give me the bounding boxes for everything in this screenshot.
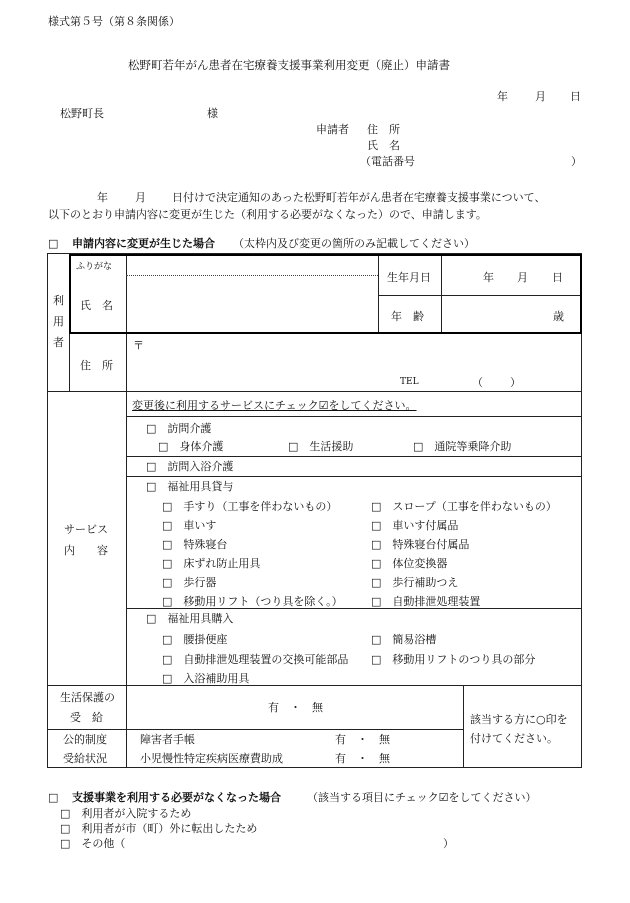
note-line1: 該当する方に○印を (470, 713, 568, 726)
public-label-2: 受給状況 (63, 752, 107, 765)
public-row2-answer[interactable]: 有 ・ 無 (335, 752, 390, 765)
welfare-label-2: 受 給 (70, 711, 103, 724)
purchase-left-0[interactable]: □ 腰掛便座 (162, 633, 228, 646)
purchase-left-1[interactable]: □ 自動排泄処理装置の交換可能部品 (162, 653, 349, 666)
note-line2: 付けてください。 (470, 732, 558, 745)
purchase[interactable]: □ 福祉用具購入 (146, 612, 234, 625)
applicant-address-label: 住 所 (367, 123, 400, 136)
user-side-3: 者 (53, 336, 64, 349)
purchase-left-2[interactable]: □ 入浴補助用具 (162, 672, 250, 685)
intro-year: 年 (97, 191, 108, 204)
visit-care-body[interactable]: □ 身体介護 (158, 440, 224, 453)
purchase-right-0[interactable]: □ 簡易浴槽 (371, 633, 437, 646)
rental-right-4[interactable]: □ 歩行補助つえ (371, 576, 459, 589)
section2-other-close: ） (443, 837, 454, 850)
rental-right-0[interactable]: □ スロープ（工事を伴わないもの） (371, 500, 557, 513)
applicant-phone-close: ） (571, 155, 582, 168)
intro-month: 月 (135, 191, 146, 204)
rental-left-0[interactable]: □ 手すり（工事を伴わないもの） (162, 500, 338, 513)
user-side-2: 用 (53, 315, 64, 328)
rental-left-2[interactable]: □ 特殊寝台 (162, 538, 228, 551)
birth-year: 年 (483, 271, 494, 284)
furigana-label: ふりがな (76, 262, 113, 272)
service-side-1: サービス (64, 523, 108, 536)
welfare-answer[interactable]: 有 ・ 無 (268, 701, 323, 714)
section2-item-0[interactable]: □ 利用者が入院するため (60, 807, 192, 820)
tel-label: TEL (400, 377, 419, 387)
applicant-phone-label: （電話番号 (360, 155, 415, 168)
addressee-honorific: 様 (207, 107, 218, 120)
rental-right-5[interactable]: □ 自動排泄処理装置 (371, 595, 481, 608)
section2-note: （該当する項目にチェック☑をしてください） (307, 791, 537, 804)
service-instruction: 変更後に利用するサービスにチェック☑をしてください。 (132, 399, 417, 412)
date-day: 日 (570, 90, 581, 103)
age-label: 年 齢 (391, 310, 424, 323)
visit-care[interactable]: □ 訪問介護 (146, 422, 212, 435)
birth-day: 日 (552, 271, 563, 284)
rental-left-1[interactable]: □ 車いす (162, 519, 217, 532)
visit-care-life[interactable]: □ 生活援助 (288, 440, 354, 453)
public-row1-answer[interactable]: 有 ・ 無 (335, 733, 390, 746)
public-row2-name: 小児慢性特定疾病医療費助成 (140, 752, 283, 765)
section1-checkbox[interactable]: □ (48, 237, 59, 250)
rental-right-1[interactable]: □ 車いす付属品 (371, 519, 459, 532)
purchase-right-1[interactable]: □ 移動用リフトのつり具の部分 (371, 653, 536, 666)
tel-close: ） (510, 376, 521, 389)
page-title: 松野町若年がん患者在宅療養支援事業利用変更（廃止）申請書 (128, 58, 450, 72)
section1-note: （太枠内及び変更の箇所のみ記載してください） (233, 237, 475, 250)
applicant-label: 申請者 (316, 123, 349, 136)
intro-line1: 日付けで決定通知のあった松野町若年がん患者在宅療養支援事業について、 (172, 191, 546, 204)
tel-open: （ (472, 376, 483, 389)
rental-left-5[interactable]: □ 移動用リフト（つり具を除く。） (162, 595, 343, 608)
form-number: 様式第５号（第８条関係） (48, 15, 180, 28)
rental[interactable]: □ 福祉用具貸与 (146, 480, 234, 493)
section2-heading: 支援事業を利用する必要がなくなった場合 (72, 791, 281, 804)
intro-line2: 以下のとおり申請内容に変更が生じた（利用する必要がなくなった）ので、申請します。 (48, 208, 487, 221)
user-address-label: 住 所 (80, 359, 113, 372)
service-side-2: 内 容 (64, 544, 108, 557)
section2-item-1[interactable]: □ 利用者が市（町）外に転出したため (60, 822, 258, 835)
visit-care-hospital[interactable]: □ 通院等乗降介助 (413, 440, 512, 453)
public-label-1: 公的制度 (63, 733, 107, 746)
postal-mark: 〒 (133, 339, 144, 352)
visit-bath[interactable]: □ 訪問入浴介護 (146, 460, 234, 473)
rental-left-3[interactable]: □ 床ずれ防止用具 (162, 557, 261, 570)
rental-left-4[interactable]: □ 歩行器 (162, 576, 217, 589)
section2-checkbox[interactable]: □ (48, 791, 59, 804)
user-side-1: 利 (53, 294, 64, 307)
section2-item-2[interactable]: □ その他（ (60, 837, 126, 850)
date-year: 年 (497, 90, 508, 103)
public-row1-name: 障害者手帳 (140, 733, 195, 746)
user-name-label: 氏 名 (80, 299, 113, 312)
rental-right-3[interactable]: □ 体位変換器 (371, 557, 448, 570)
date-month: 月 (535, 90, 546, 103)
rental-right-2[interactable]: □ 特殊寝台付属品 (371, 538, 470, 551)
section1-heading: 申請内容に変更が生じた場合 (72, 237, 215, 250)
applicant-name-label: 氏 名 (367, 139, 400, 152)
birth-label: 生年月日 (387, 271, 431, 284)
addressee-mayor: 松野町長 (60, 107, 104, 120)
age-unit: 歳 (553, 310, 564, 323)
birth-month: 月 (517, 271, 528, 284)
welfare-label-1: 生活保護の (60, 691, 115, 704)
